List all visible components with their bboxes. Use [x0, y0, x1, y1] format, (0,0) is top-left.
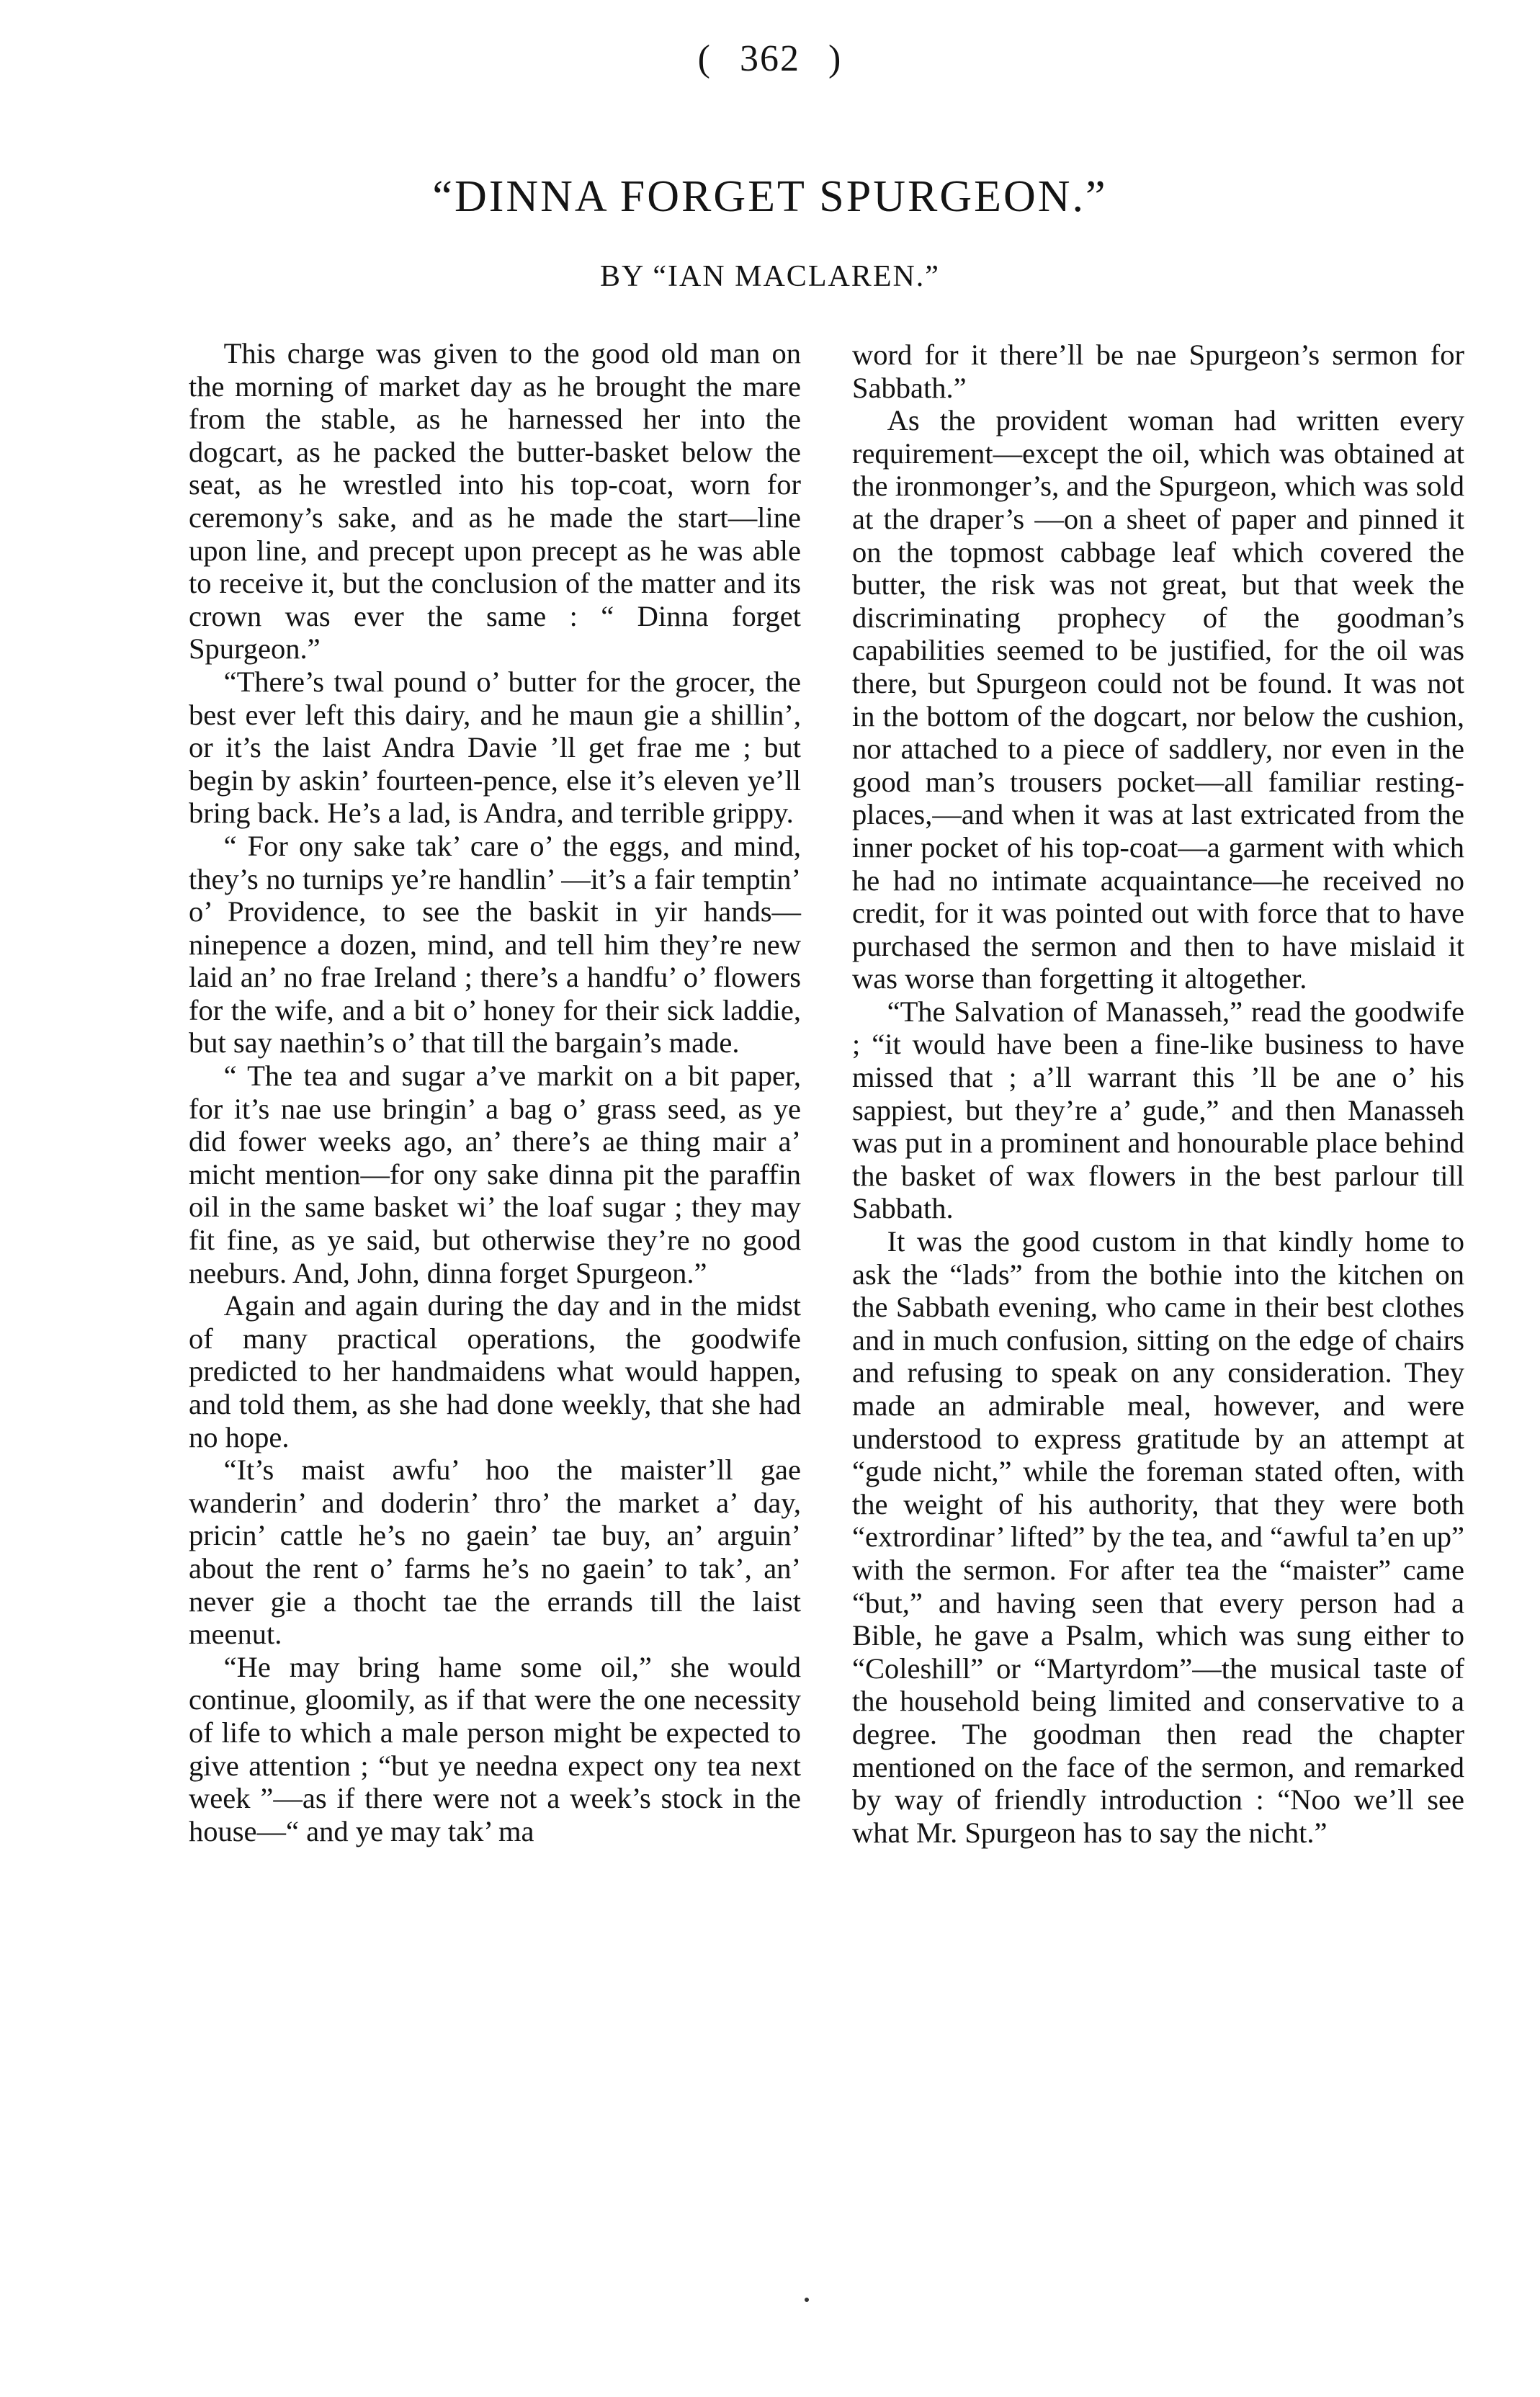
right-column	[852, 339, 1464, 1849]
paragraph: It was the good custom in that kindly home to ask the “lads” from the bothie into the kitchen on the Sabbath evening, who came in their best clothes and in much confusion, sitting on the edge of chairs and refusing to speak on any consideration. They made an admirable meal, however, and were understood to express gratitude by an attempt at “gude nicht,” while the foreman stated often, with the weight of his authority, that they were both “extrordinar’ lifted” by the tea, and “awful ta’en up” with the sermon. For after tea the “maister” came “but,” and having seen that every person had a Bible, he gave a Psalm, which was sung either to “Coleshill” or “Martyrdom”—the musical taste of the household being limited and conservative to a degree. The goodman then read the chapter mentioned on the face of the sermon, and remarked by way of friendly introduction : “Noo we’ll see what Mr. Spurgeon has to say the nicht.”	[852, 1225, 1464, 1849]
paragraph: “It’s maist awfu’ hoo the maister’ll gae wanderin’ and doderin’ thro’ the market a’ day, pricin’ cattle he’s no gaein’ tae buy, an’ arguin’ about the rent o’ farms he’s no gaein’ to tak’, an’ never gie a thocht tae the errands till the laist meenut.	[189, 1453, 801, 1651]
paragraph: “ For ony sake tak’ care o’ the eggs, and mind, they’s no turnips ye’re handlin’ —it’s a fair temptin’ o’ Providence, to see the baskit in yir hands—ninepence a dozen, mind, and tell him they’re new laid an’ no frae Ireland ; there’s a handfu’ o’ flowers for the wife, and a bit o’ honey for their sick laddie, but say naethin’s o’ that till the bargain’s made.	[189, 829, 801, 1059]
print-speck	[805, 2298, 809, 2302]
paragraph-continuation: word for it there’ll be nae Spurgeon’s sermon for Sabbath.”	[852, 339, 1464, 404]
paragraph: As the provident woman had written every requirement—except the oil, which was obtained at the ironmonger’s, and the Spurgeon, which was sold at the draper’s —on a sheet of paper and pinned it on the topmost cabbage leaf which covered the butter, the risk was not great, but that week the discriminating prophecy of the goodman’s capabilities seemed to be justified, for the oil was there, but Spurgeon could not be found. It was not in the bottom of the dogcart, nor below the cushion, nor attached to a piece of saddlery, nor even in the good man’s trousers pocket—all familiar resting-places,—and when it was at last extricated from the inner pocket of his top-coat—a garment with which he had no intimate acquaintance—he received no credit, for it was pointed out with force that to have purchased the sermon and then to have mislaid it was worse than forgetting it altogether.	[852, 404, 1465, 995]
paragraph: Again and again during the day and in the midst of many practical operations, the goodwife predicted to her handmaidens what would happen, and told them, as she had done weekly, that she had no hope.	[189, 1289, 801, 1453]
article-byline: BY “IAN MACLAREN.”	[600, 260, 940, 293]
paragraph: “There’s twal pound o’ butter for the grocer, the best ever left this dairy, and he maun gie a shillin’, or it’s the laist Andra Davie ’ll get frae me ; but begin by askin’ fourteen-pence, else it’s eleven ye’ll bring back. He’s a lad, is Andra, and terrible grippy.	[189, 665, 801, 830]
paragraph: “He may bring hame some oil,” she would continue, gloomily, as if that were the one necessity of life to which a male person might be expected to give attention ; “but ye needna expect ony tea next week ”—as if there were not a week’s stock in the house—“ and ye may tak’ ma	[189, 1650, 801, 1847]
paragraph: “ The tea and sugar a’ve markit on a bit paper, for it’s nae use bringin’ a bag o’ grass seed, as ye did fower weeks ago, an’ there’s ae thing mair a’ micht mention—for ony sake dinna pit the paraffin oil in the same basket wi’ the loaf sugar ; they may fit fine, as ye said, but otherwise they’re no good neeburs. And, John, dinna forget Spurgeon.”	[189, 1059, 801, 1289]
paragraph: “The Salvation of Manasseh,” read the goodwife ; “it would have been a fine-like business to have missed that ; a’ll warrant this ’ll be ane o’ his sappiest, but they’re a’ gude,” and then Manasseh was put in a prominent and honourable place behind the basket of wax flowers in the best parlour till Sabbath.	[852, 995, 1464, 1225]
left-column	[189, 337, 801, 1847]
page-number: ( 362 )	[697, 38, 843, 79]
article-title: “DINNA FORGET SPURGEON.”	[432, 172, 1108, 221]
paragraph: This charge was given to the good old man on the morning of market day as he brought the mare from the stable, as he harnessed her into the dogcart, as he packed the butter-basket below the seat, as he wrestled into his top-coat, worn for ceremony’s sake, and as he made the start—line upon line, and precept upon precept as he was able to receive it, but the conclusion of the matter and its crown was ever the same : “ Dinna forget Spurgeon.”	[189, 337, 801, 666]
